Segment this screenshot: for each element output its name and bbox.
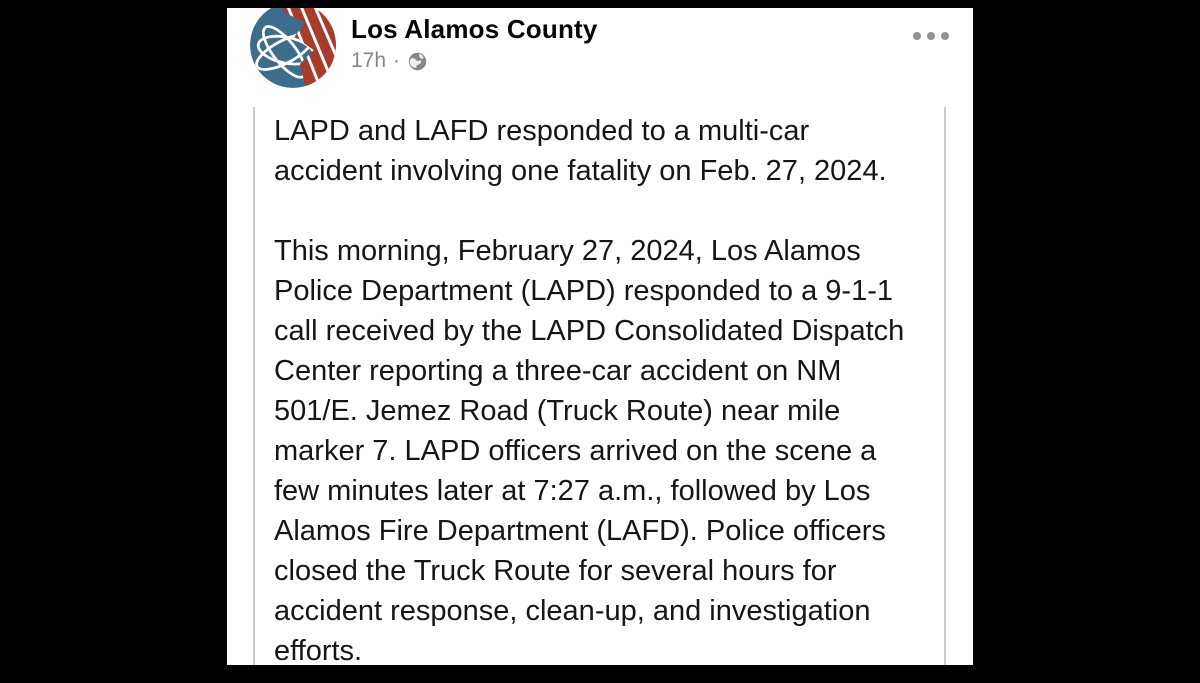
post-header: [227, 8, 973, 88]
ellipsis-dot: [913, 32, 921, 40]
post-paragraph: LAPD and LAFD responded to a multi-car accident involving one fatality on Feb. 27, 2024.: [274, 115, 887, 187]
post-body: [253, 107, 946, 665]
facebook-post-card: [227, 8, 973, 665]
globe-public-icon: [407, 51, 428, 72]
meta-separator: ·: [393, 49, 401, 72]
ellipsis-dot: [927, 32, 935, 40]
post-meta: [351, 49, 598, 73]
author-name[interactable]: Los Alamos County: [351, 14, 598, 44]
post-header-text: [351, 14, 598, 73]
timestamp[interactable]: 17h: [351, 49, 387, 72]
post-options-menu-button[interactable]: [909, 28, 953, 44]
ellipsis-dot: [941, 32, 949, 40]
los-alamos-county-logo-icon: [250, 8, 336, 88]
post-paragraph: This morning, February 27, 2024, Los Alamos Police Department (LAPD) responded to a 9-1-1 call received by the LAPD Consolidated Dispatch Center reporting a three-car accident on NM 501/E. Jemez Road (Truck Route) near mile marker 7. LAPD officers arrived on the scene a few minutes later at 7:27 a.m., followed by Los Alamos Fire Department (LAFD). Police officers closed the Truck Route for several hours for accident response, clean-up, and investigation efforts.: [274, 235, 905, 665]
avatar[interactable]: [250, 8, 336, 88]
